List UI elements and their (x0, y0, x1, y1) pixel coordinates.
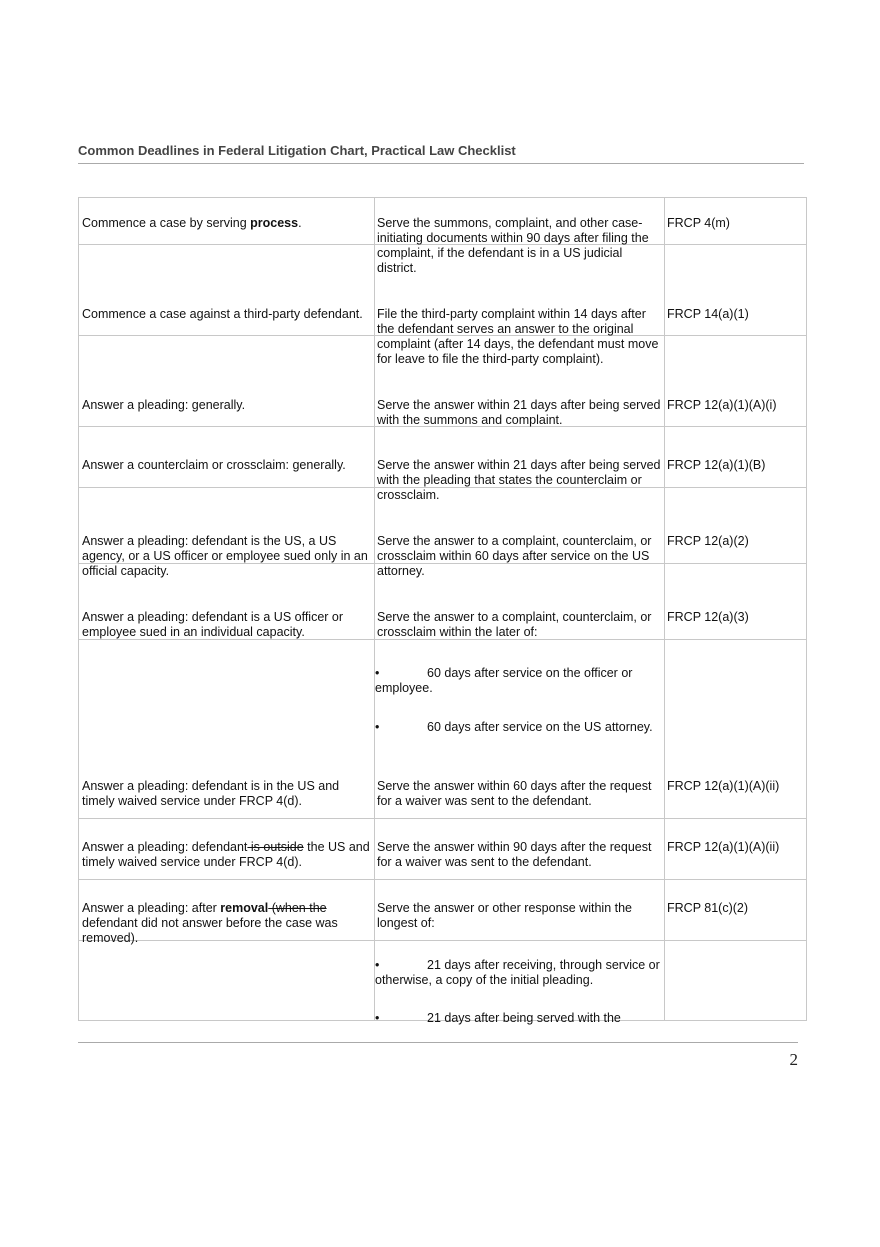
table-row-deadline: Serve the answer or other response within the longest of: (377, 901, 632, 930)
list-item: • 60 days after service on the officer or employee. (375, 666, 633, 695)
table-row-rule: FRCP 12(a)(1)(A)(ii) (667, 840, 780, 854)
page-footer-rule (78, 1042, 798, 1043)
table-row-deadline: Serve the answer to a complaint, counterclaim, or crossclaim within the later of: (377, 610, 652, 639)
table-row-rule: FRCP 12(a)(1)(A)(ii) (667, 779, 780, 793)
table-row-event: Answer a pleading: defendant is outside the US and timely waived service under FRCP 4(d). (82, 840, 370, 869)
table-row-event: Answer a counterclaim or crossclaim: generally. (82, 458, 346, 472)
list-item: • 60 days after service on the US attorney. (375, 720, 653, 734)
table-row-rule: FRCP 12(a)(1)(B) (667, 458, 766, 472)
table-row-rule: FRCP 81(c)(2) (667, 901, 749, 915)
table-row-deadline: Serve the answer within 21 days after being served with the summons and complaint. (377, 398, 661, 427)
table-row-deadline: File the third-party complaint within 14 days after the defendant serves an answer to the original complaint (after 14 days, the defendant must move for leave to file the third-party complaint). (377, 307, 659, 366)
table-row-rule: FRCP 4(m) (667, 216, 730, 230)
table-row-rule: FRCP 12(a)(1)(A)(i) (667, 398, 777, 412)
column-divider (374, 198, 375, 1020)
list-item: • 21 days after being served with the (375, 1011, 621, 1025)
table-row-event: Commence a case against a third-party defendant. (82, 307, 363, 321)
deadlines-table (78, 197, 807, 1025)
table-row-deadline: Serve the answer to a complaint, counterclaim, or crossclaim within 60 days after service on the US attorney. (377, 534, 652, 578)
table-row-deadline: Serve the summons, complaint, and other case-initiating documents within 90 days after filing the complaint, if the defendant is in a US judicial district. (377, 216, 649, 275)
table-row-rule: FRCP 12(a)(2) (667, 534, 749, 548)
row-divider (79, 879, 806, 880)
page-header (78, 143, 804, 164)
table-row-rule: FRCP 12(a)(3) (667, 610, 749, 624)
table-row-event: Answer a pleading: defendant is a US officer or employee sued in an individual capacity. (82, 610, 344, 639)
table-row-deadline: Serve the answer within 60 days after the request for a waiver was sent to the defendant. (377, 779, 652, 808)
table-row-rule: FRCP 14(a)(1) (667, 307, 749, 321)
table-row-event: Answer a pleading: after removal (when the defendant did not answer before the case was removed). (82, 901, 338, 945)
table-row-event: Commence a case by serving process. (82, 216, 302, 230)
table-row-deadline: Serve the answer within 21 days after being served with the pleading that states the counterclaim or crossclaim. (377, 458, 661, 502)
table-row-event: Answer a pleading: generally. (82, 398, 246, 412)
list-item: • 21 days after receiving, through service or otherwise, a copy of the initial pleading. (375, 958, 660, 987)
page-number: 2 (789, 1050, 798, 1069)
table-row-event: Answer a pleading: defendant is the US, a US agency, or a US officer or employee sued only in an official capacity. (82, 534, 368, 578)
table-row-deadline: Serve the answer within 90 days after the request for a waiver was sent to the defendant. (377, 840, 652, 869)
document-title: Common Deadlines in Federal Litigation Chart, Practical Law Checklist (78, 143, 804, 164)
row-divider (79, 818, 806, 819)
table-row-event: Answer a pleading: defendant is in the US and timely waived service under FRCP 4(d). (82, 779, 340, 808)
